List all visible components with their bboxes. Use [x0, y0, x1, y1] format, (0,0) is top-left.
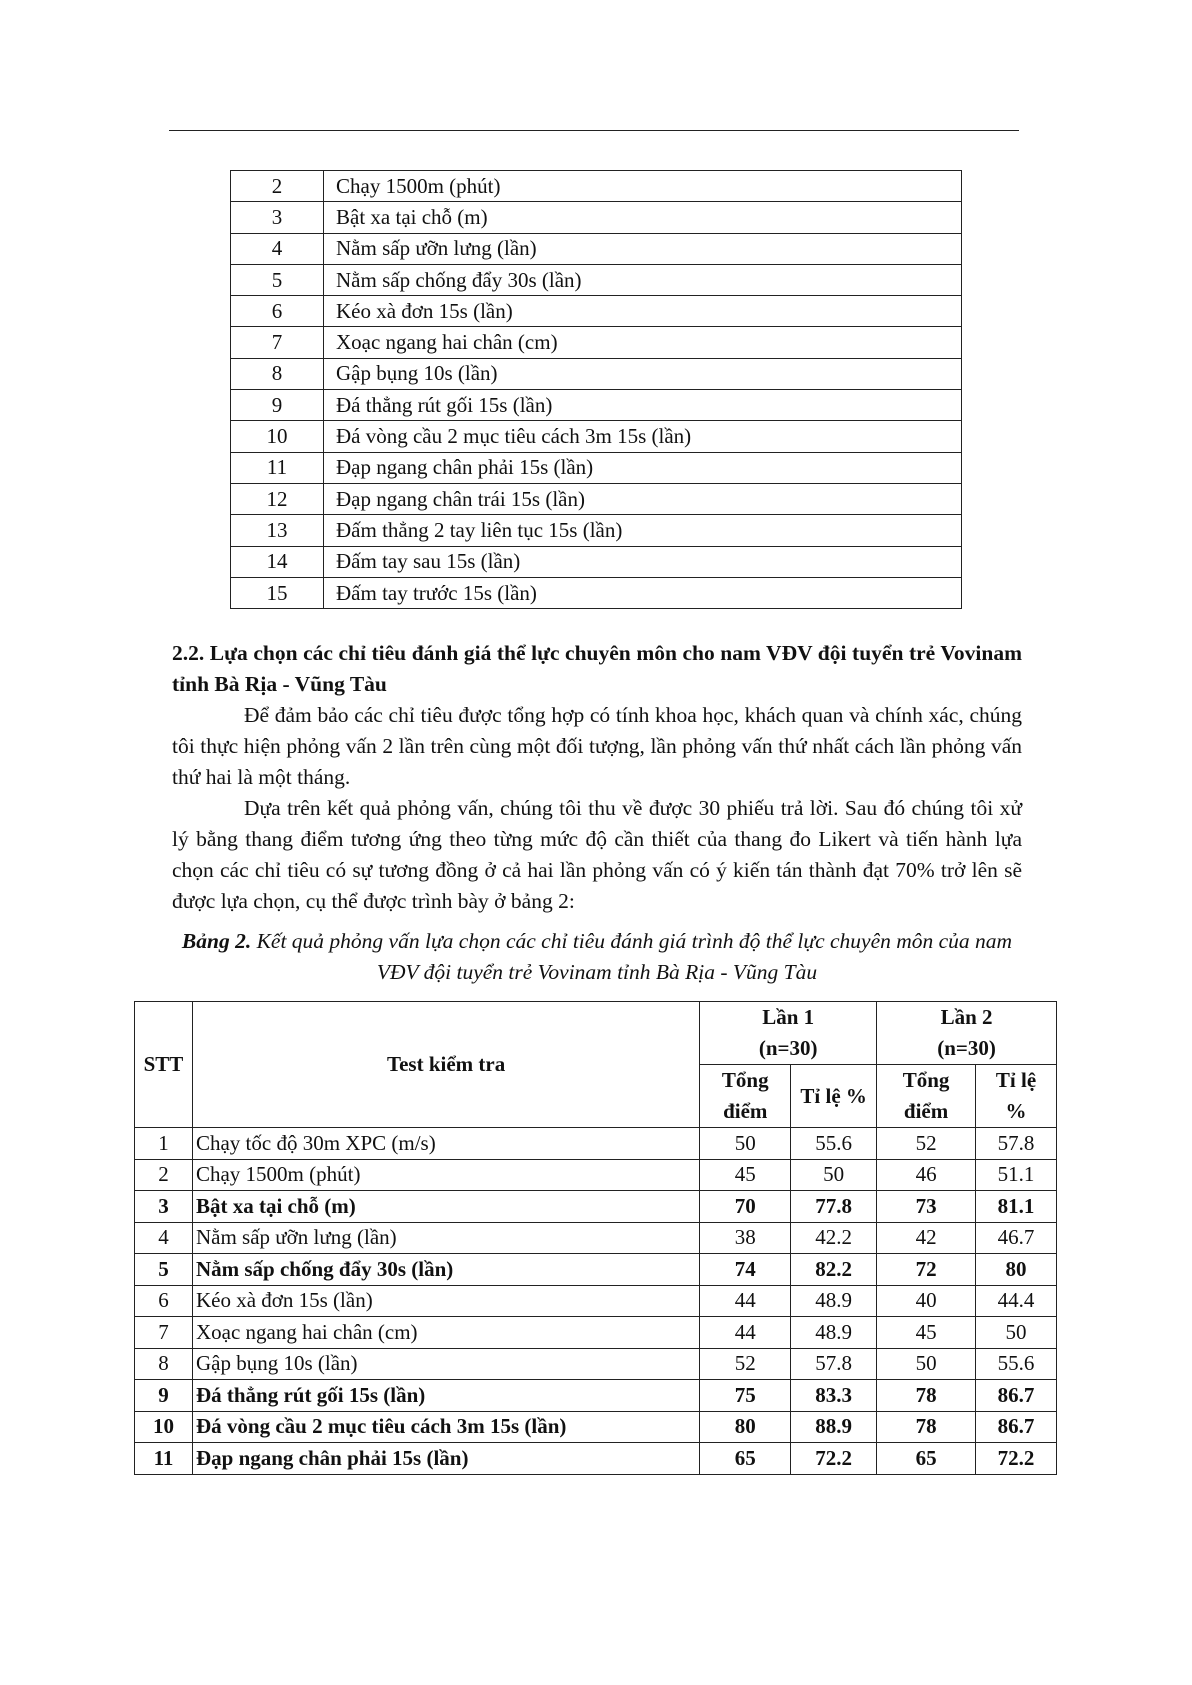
cell-pct-2: 86.7: [976, 1411, 1057, 1443]
cell-pct-1: 77.8: [791, 1191, 877, 1223]
cell-pct-2: 80: [976, 1254, 1057, 1286]
row-number: 6: [231, 296, 324, 327]
table-row: [231, 264, 962, 295]
cell-total-2: 78: [877, 1380, 976, 1412]
row-number: 5: [231, 264, 324, 295]
cell-pct-1: 82.2: [791, 1254, 877, 1286]
cell-total-2: 45: [877, 1317, 976, 1349]
row-number: 13: [231, 515, 324, 546]
cell-stt: 2: [135, 1159, 193, 1191]
cell-pct-1: 55.6: [791, 1128, 877, 1160]
row-test-name: Đấm tay sau 15s (lần): [324, 546, 962, 577]
caption-label: Bảng 2.: [181, 929, 252, 953]
paragraph: Để đảm bảo các chỉ tiêu được tổng hợp có tính khoa học, khách quan và chính xác, chúng tôi thực hiện phỏng vấn 2 lần trên cùng một đối tượng, lần phỏng vấn thứ nhất cách lần phỏng vấn thứ hai là một tháng.: [172, 703, 1022, 789]
cell-total-2: 73: [877, 1191, 976, 1223]
continuation-table: [230, 170, 962, 609]
cell-pct-1: 48.9: [791, 1317, 877, 1349]
cell-pct-2: 51.1: [976, 1159, 1057, 1191]
header-total-2: [877, 1065, 976, 1128]
cell-total-2: 40: [877, 1285, 976, 1317]
cell-total-2: 72: [877, 1254, 976, 1286]
table-row: [231, 452, 962, 483]
header-total-line2: điểm: [903, 1099, 949, 1123]
table-row: [231, 483, 962, 514]
header-pct-2: [976, 1065, 1057, 1128]
cell-total-2: 46: [877, 1159, 976, 1191]
header-round1-label: Lần 1: [762, 1005, 815, 1029]
row-test-name: Đấm thẳng 2 tay liên tục 15s (lần): [324, 515, 962, 546]
section-2-2: [172, 638, 1022, 988]
row-test-name: Nằm sấp chống đẩy 30s (lần): [324, 264, 962, 295]
cell-pct-1: 50: [791, 1159, 877, 1191]
header-round2-n: (n=30): [937, 1036, 996, 1060]
caption-text: Kết quả phỏng vấn lựa chọn các chỉ tiêu đánh giá trình độ thể lực chuyên môn của nam VĐV đội tuyển trẻ Vovinam tỉnh Bà Rịa - Vũng Tàu: [251, 929, 1013, 984]
row-number: 3: [231, 202, 324, 233]
row-number: 2: [231, 171, 324, 202]
row-number: 10: [231, 421, 324, 452]
table-row: [135, 1128, 1057, 1160]
row-test-name: Đá thẳng rút gối 15s (lần): [324, 390, 962, 421]
row-test-name: Kéo xà đơn 15s (lần): [324, 296, 962, 327]
header-round2: [877, 1002, 1057, 1065]
cell-stt: 5: [135, 1254, 193, 1286]
cell-total-1: 80: [700, 1411, 791, 1443]
cell-pct-2: 72.2: [976, 1443, 1057, 1475]
cell-pct-2: 46.7: [976, 1222, 1057, 1254]
table-row: [231, 421, 962, 452]
header-pct-line2: %: [1005, 1099, 1027, 1123]
cell-pct-2: 50: [976, 1317, 1057, 1349]
header-rule: [169, 130, 1019, 131]
table-row: [135, 1285, 1057, 1317]
cell-total-2: 78: [877, 1411, 976, 1443]
cell-pct-2: 44.4: [976, 1285, 1057, 1317]
cell-stt: 4: [135, 1222, 193, 1254]
cell-pct-1: 72.2: [791, 1443, 877, 1475]
cell-total-1: 52: [700, 1348, 791, 1380]
cell-total-1: 74: [700, 1254, 791, 1286]
results-table-body: [135, 1128, 1057, 1475]
table-row: [135, 1317, 1057, 1349]
cell-test: Đá thẳng rút gối 15s (lần): [192, 1380, 699, 1412]
header-total-line2: điểm: [723, 1099, 768, 1123]
cell-stt: 11: [135, 1443, 193, 1475]
header-pct-line1: Tỉ lệ: [995, 1068, 1037, 1092]
cell-test: Đạp ngang chân phải 15s (lần): [192, 1443, 699, 1475]
cell-test: Gập bụng 10s (lần): [192, 1348, 699, 1380]
cell-pct-2: 81.1: [976, 1191, 1057, 1223]
cell-total-1: 75: [700, 1380, 791, 1412]
cell-stt: 7: [135, 1317, 193, 1349]
row-number: 7: [231, 327, 324, 358]
row-number: 4: [231, 233, 324, 264]
cell-total-1: 70: [700, 1191, 791, 1223]
cell-total-2: 65: [877, 1443, 976, 1475]
row-test-name: Đạp ngang chân trái 15s (lần): [324, 483, 962, 514]
row-number: 14: [231, 546, 324, 577]
header-total-1: [700, 1065, 791, 1128]
table-row: [231, 171, 962, 202]
cell-total-1: 45: [700, 1159, 791, 1191]
cell-pct-1: 83.3: [791, 1380, 877, 1412]
header-round2-label: Lần 2: [940, 1005, 993, 1029]
cell-stt: 8: [135, 1348, 193, 1380]
row-test-name: Đấm tay trước 15s (lần): [324, 577, 962, 608]
cell-total-1: 44: [700, 1317, 791, 1349]
header-round1: [700, 1002, 877, 1065]
cell-total-1: 65: [700, 1443, 791, 1475]
row-test-name: Nằm sấp ưỡn lưng (lần): [324, 233, 962, 264]
cell-total-1: 44: [700, 1285, 791, 1317]
cell-stt: 3: [135, 1191, 193, 1223]
table-row: [231, 515, 962, 546]
table-row: [135, 1159, 1057, 1191]
cell-test: Kéo xà đơn 15s (lần): [192, 1285, 699, 1317]
cell-total-2: 52: [877, 1128, 976, 1160]
cell-stt: 6: [135, 1285, 193, 1317]
table-row: [231, 327, 962, 358]
row-test-name: Gập bụng 10s (lần): [324, 358, 962, 389]
header-stt: STT: [135, 1002, 193, 1128]
row-number: 11: [231, 452, 324, 483]
cell-pct-1: 88.9: [791, 1411, 877, 1443]
row-test-name: Xoạc ngang hai chân (cm): [324, 327, 962, 358]
cell-total-2: 50: [877, 1348, 976, 1380]
table-row: [135, 1380, 1057, 1412]
section-heading: 2.2. Lựa chọn các chỉ tiêu đánh giá thể lực chuyên môn cho nam VĐV đội tuyển trẻ Vovinam tỉnh Bà Rịa - Vũng Tàu: [172, 641, 1022, 696]
table-row: [135, 1348, 1057, 1380]
paragraph: Dựa trên kết quả phỏng vấn, chúng tôi thu về được 30 phiếu trả lời. Sau đó chúng tôi xử lý bằng thang điểm tương ứng theo từng mức độ cần thiết của thang đo Likert và tiến hành lựa chọn các chỉ tiêu có sự tương đồng ở cả hai lần phỏng vấn có ý kiến tán thành đạt 70% trở lên sẽ được lựa chọn, cụ thể được trình bày ở bảng 2:: [172, 796, 1022, 913]
table-row: [135, 1443, 1057, 1475]
table-row: [135, 1254, 1057, 1286]
continuation-table-body: [231, 171, 962, 609]
header-total-line1: Tổng: [902, 1068, 950, 1092]
table-row: [135, 1411, 1057, 1443]
header-total-line1: Tổng: [721, 1068, 769, 1092]
table-row: [135, 1222, 1057, 1254]
cell-test: Xoạc ngang hai chân (cm): [192, 1317, 699, 1349]
row-test-name: Đá vòng cầu 2 mục tiêu cách 3m 15s (lần): [324, 421, 962, 452]
cell-test: Nằm sấp ưỡn lưng (lần): [192, 1222, 699, 1254]
row-number: 15: [231, 577, 324, 608]
cell-total-1: 38: [700, 1222, 791, 1254]
cell-stt: 10: [135, 1411, 193, 1443]
cell-pct-1: 48.9: [791, 1285, 877, 1317]
row-number: 8: [231, 358, 324, 389]
table-row: [231, 233, 962, 264]
table-row: [231, 390, 962, 421]
cell-pct-1: 42.2: [791, 1222, 877, 1254]
cell-stt: 1: [135, 1128, 193, 1160]
row-test-name: Bật xa tại chỗ (m): [324, 202, 962, 233]
header-round1-n: (n=30): [758, 1036, 818, 1060]
header-test: Test kiểm tra: [192, 1002, 699, 1128]
table-row: [231, 358, 962, 389]
cell-test: Đá vòng cầu 2 mục tiêu cách 3m 15s (lần): [192, 1411, 699, 1443]
cell-pct-2: 57.8: [976, 1128, 1057, 1160]
table-caption: [172, 926, 1022, 988]
table-row: [231, 202, 962, 233]
row-test-name: Chạy 1500m (phút): [324, 171, 962, 202]
table-row: [231, 577, 962, 608]
row-number: 9: [231, 390, 324, 421]
cell-test: Chạy 1500m (phút): [192, 1159, 699, 1191]
row-test-name: Đạp ngang chân phải 15s (lần): [324, 452, 962, 483]
cell-pct-2: 86.7: [976, 1380, 1057, 1412]
cell-test: Chạy tốc độ 30m XPC (m/s): [192, 1128, 699, 1160]
cell-total-2: 42: [877, 1222, 976, 1254]
cell-test: Nằm sấp chống đẩy 30s (lần): [192, 1254, 699, 1286]
cell-test: Bật xa tại chỗ (m): [192, 1191, 699, 1223]
cell-pct-1: 57.8: [791, 1348, 877, 1380]
row-number: 12: [231, 483, 324, 514]
table-row: [231, 546, 962, 577]
table-row: [231, 296, 962, 327]
cell-total-1: 50: [700, 1128, 791, 1160]
header-pct-1: Tỉ lệ %: [791, 1065, 877, 1128]
table-row: [135, 1191, 1057, 1223]
cell-pct-2: 55.6: [976, 1348, 1057, 1380]
cell-stt: 9: [135, 1380, 193, 1412]
results-table: [134, 1001, 1057, 1475]
